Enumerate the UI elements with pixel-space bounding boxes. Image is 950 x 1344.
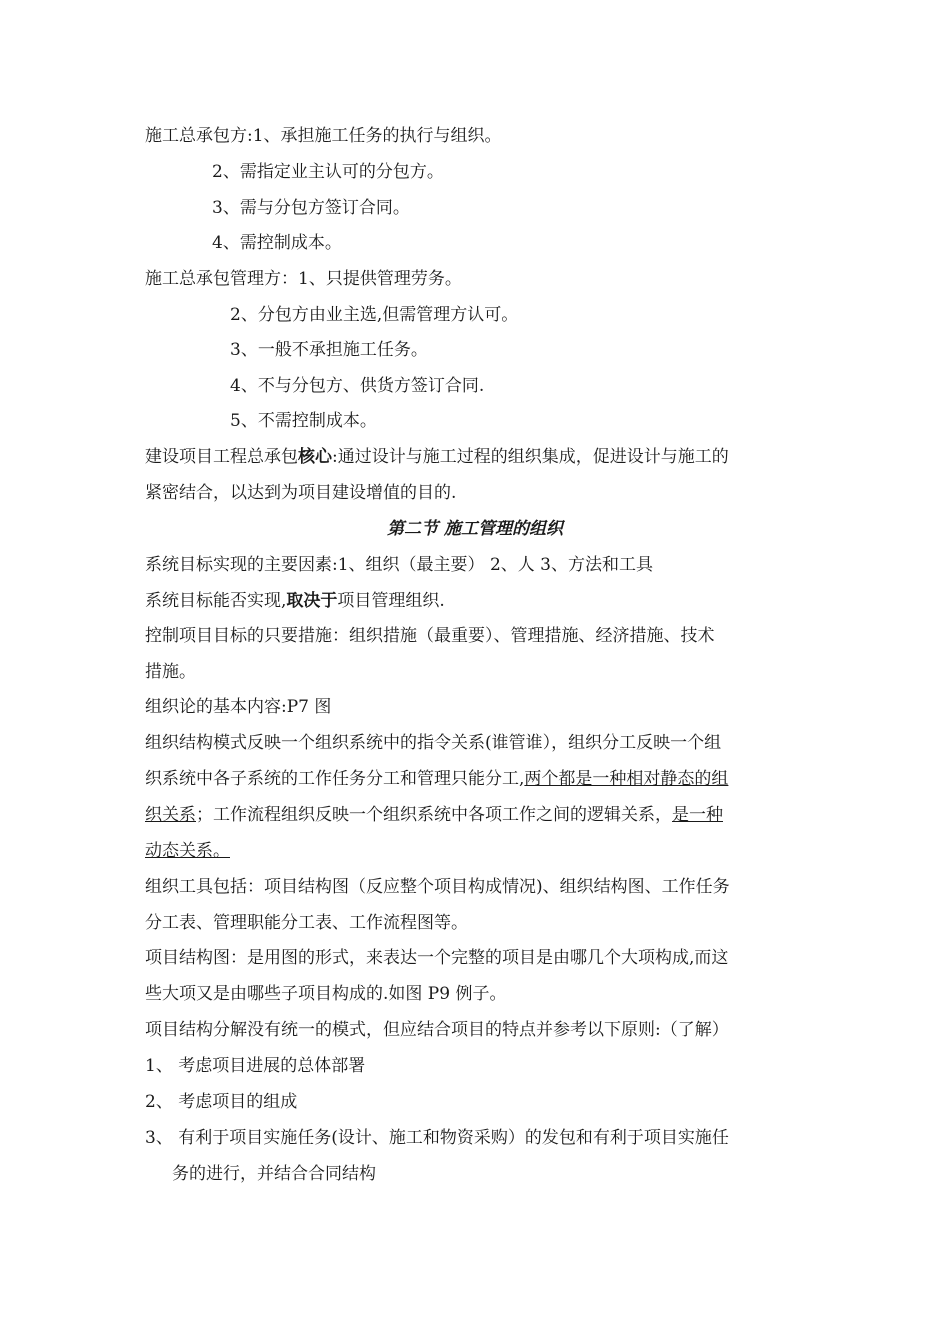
text-run: :通过设计与施工过程的组织集成，促进设计与施工的 [332,447,729,467]
text-line [145,589,445,613]
text-line: 项目结构图：是用图的形式，来表达一个完整的项目是由哪几个大项构成,而这 [145,948,729,968]
text-line: 紧密结合，以达到为项目建设增值的目的. [145,483,457,503]
text-line: 2、需指定业主认可的分包方。 [212,162,444,182]
text-line: 措施。 [145,662,196,682]
text-line: 施工总承包管理方：1、只提供管理劳务。 [145,269,462,289]
text-line: 控制项目目标的只要措施：组织措施（最重要）、管理措施、经济措施、技术 [145,626,715,646]
list-item: 2、 考虑项目的组成 [145,1092,298,1112]
text-line: 5、不需控制成本。 [230,411,377,431]
text-line: 组织结构模式反映一个组织系统中的指令关系(谁管谁），组织分工反映一个组 [145,733,722,753]
text-line [145,445,729,469]
bold-keyword: 取决于 [286,591,338,611]
text-line: 分工表、管理职能分工表、工作流程图等。 [145,913,468,933]
underlined-text: 是一种 [672,805,723,825]
text-run: ；工作流程组织反映一个组织系统中各项工作之间的逻辑关系， [196,805,672,825]
underlined-text: 动态关系。 [145,841,230,861]
text-run: 项目管理组织. [337,591,445,611]
bold-keyword: 核心 [298,447,332,467]
text-line: 3、一般不承担施工任务。 [230,340,428,360]
text-run: 系统目标能否实现, [145,591,287,611]
text-line: 组织论的基本内容:P7 图 [145,697,332,717]
text-line: 3、需与分包方签订合同。 [212,198,410,218]
text-line: 些大项又是由哪些子项目构成的.如图 P9 例子。 [145,984,507,1004]
text-line: 4、不与分包方、供货方签订合同. [230,376,485,396]
text-line [145,767,728,791]
text-line: 施工总承包方:1、承担施工任务的执行与组织。 [145,126,502,146]
text-run: 织系统中各子系统的工作任务分工和管理只能分工, [145,769,525,789]
text-line: 项目结构分解没有统一的模式，但应结合项目的特点并参考以下原则:（了解） [145,1020,729,1040]
list-item-continuation: 务的进行，并结合合同结构 [172,1164,376,1184]
list-item: 3、 有利于项目实施任务(设计、施工和物资采购）的发包和有利于项目实施任 [145,1128,729,1148]
underlined-text: 织关系 [145,805,196,825]
list-item: 1、 考虑项目进展的总体部署 [145,1056,366,1076]
text-line: 组织工具包括：项目结构图（反应整个项目构成情况)、组织结构图、工作任务 [145,877,730,897]
text-line [145,803,723,827]
text-run: 建设项目工程总承包 [145,447,298,467]
text-line: 2、分包方由业主选,但需管理方认可。 [230,305,519,325]
section-heading: 第二节 施工管理的组织 [387,519,563,539]
underlined-text: 两个都是一种相对静态的组 [524,769,729,789]
text-line: 系统目标实现的主要因素:1、组织（最主要） 2、人 3、方法和工具 [145,555,653,575]
text-line: 4、需控制成本。 [212,233,342,253]
